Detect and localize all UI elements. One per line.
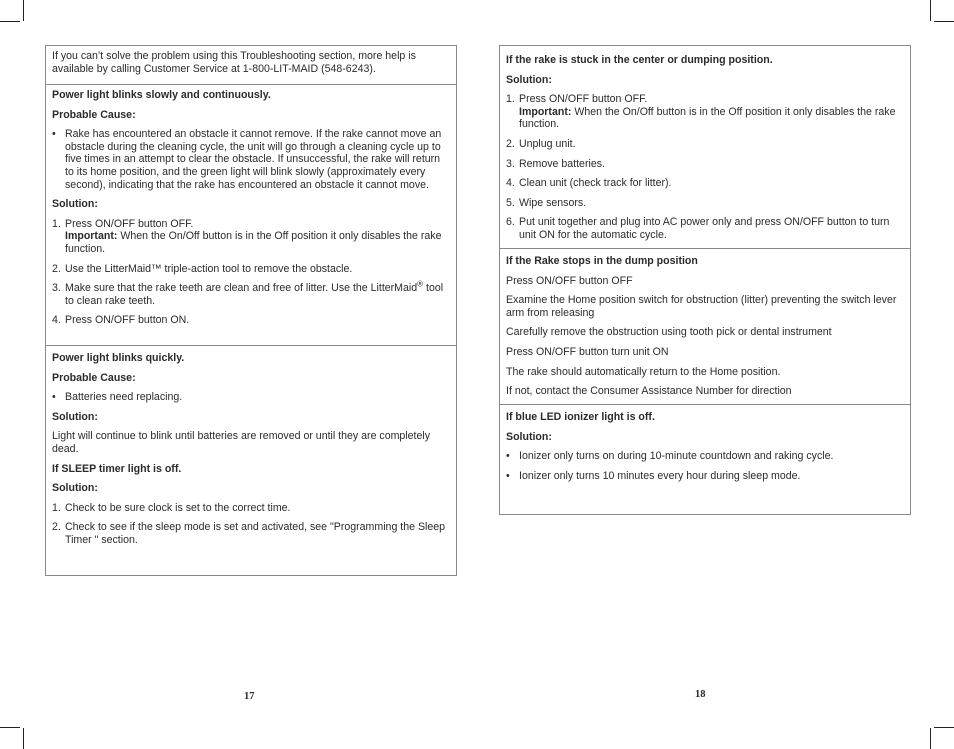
ionizer-section [500, 405, 910, 482]
rake-stuck-section [500, 46, 910, 249]
cause-bullet [52, 128, 450, 191]
left-troubleshooting-panel [45, 45, 457, 576]
step-number: 3. [52, 282, 61, 295]
bullet-marker: • [52, 128, 56, 141]
crop-mark [0, 727, 20, 728]
registered-mark: ® [417, 279, 424, 289]
solution-label: Solution: [52, 198, 98, 211]
step-text: Remove batteries. [519, 157, 605, 170]
solution-step [52, 502, 450, 515]
step-text: Check to be sure clock is set to the correct time. [65, 501, 291, 514]
step-text: Use the LitterMaid™ triple-action tool to remove the obstacle. [65, 262, 353, 275]
bullet-text: Ionizer only turns 10 minutes every hour during sleep mode. [519, 469, 801, 482]
cause-label: Probable Cause: [52, 371, 136, 384]
crop-mark [0, 21, 20, 22]
solution-step [52, 263, 450, 276]
solution-step [506, 158, 904, 171]
step-text: Put unit together and plug into AC power only and press ON/OFF button to turn unit ON for the automatic cycle. [519, 216, 890, 241]
bullet-marker: • [506, 469, 510, 482]
page-number: 18 [695, 689, 706, 700]
step-text: Unplug unit. [519, 137, 576, 150]
blink-quick-section [46, 346, 456, 547]
dump-position-section [500, 249, 910, 405]
step-text: Clean unit (check track for litter). [519, 177, 672, 190]
blink-slow-section [46, 85, 456, 346]
solution-step [506, 138, 904, 151]
crop-mark [934, 21, 954, 22]
solution-step [506, 177, 904, 190]
cause-label: Probable Cause: [52, 108, 136, 121]
step-text: Press ON/OFF button ON. [65, 314, 190, 327]
solution-text: Light will continue to blink until batteries are removed or until they are completely dead. [52, 430, 431, 455]
cause-text: Batteries need replacing. [65, 391, 183, 404]
page-number: 17 [244, 691, 255, 702]
step-number: 2. [52, 521, 61, 534]
crop-mark [930, 0, 931, 21]
solution-step [52, 314, 450, 327]
intro-section [46, 46, 456, 85]
bullet-text: Ionizer only turns on during 10-minute countdown and raking cycle. [519, 450, 834, 463]
step-number: 1. [52, 501, 61, 514]
right-troubleshooting-panel [499, 45, 911, 515]
step-number: 5. [506, 196, 515, 209]
step-number: 4. [52, 314, 61, 327]
section-title: If SLEEP timer light is off. [52, 462, 182, 475]
bullet-marker: • [52, 391, 56, 404]
solution-step [506, 197, 904, 210]
bullet-marker: • [506, 450, 510, 463]
section-title: Power light blinks quickly. [52, 352, 185, 364]
solution-step [52, 279, 450, 307]
step-number: 1. [506, 93, 515, 106]
instruction-line: Press ON/OFF button turn unit ON [506, 345, 669, 358]
solution-label: Solution: [506, 73, 552, 86]
step-number: 1. [52, 217, 61, 230]
step-number: 6. [506, 216, 515, 229]
important-text: When the On/Off button is in the Off position it only disables the rake function. [519, 105, 896, 131]
intro-text: If you can’t solve the problem using this Troubleshooting section, more help is available by calling Customer Service at 1-800-LIT-MAID (548-6243). [52, 50, 416, 75]
step-text: Press ON/OFF button OFF. [519, 93, 648, 106]
instruction-line: The rake should automatically return to the Home position. [506, 365, 781, 378]
section-title: If the Rake stops in the dump position [506, 255, 698, 267]
solution-label: Solution: [52, 482, 98, 495]
step-number: 2. [506, 137, 515, 150]
section-title: Power light blinks slowly and continuously. [52, 89, 271, 101]
solution-step [506, 216, 904, 241]
important-label: Important: [65, 230, 118, 243]
solution-step [52, 218, 450, 256]
step-text: Wipe sensors. [519, 196, 587, 209]
instruction-line: Carefully remove the obstruction using tooth pick or dental instrument [506, 326, 832, 339]
solution-bullet [506, 470, 904, 483]
solution-label: Solution: [506, 430, 552, 443]
important-label: Important: [519, 105, 572, 118]
step-text: Check to see if the sleep mode is set and activated, see "Programming the Sleep Timer " section. [65, 521, 446, 546]
step-number: 4. [506, 177, 515, 190]
instruction-line: Examine the Home position switch for obstruction (litter) preventing the switch lever arm from releasing [506, 294, 897, 319]
step-number: 2. [52, 262, 61, 275]
crop-mark [23, 0, 24, 21]
cause-bullet [52, 391, 450, 404]
instruction-line: If not, contact the Consumer Assistance Number for direction [506, 385, 792, 398]
step-number: 3. [506, 157, 515, 170]
solution-step [52, 521, 450, 546]
instruction-line: Press ON/OFF button OFF [506, 274, 633, 287]
step-text: Press ON/OFF button OFF. [65, 217, 194, 230]
solution-label: Solution: [52, 410, 98, 423]
section-title: If the rake is stuck in the center or dumping position. [506, 54, 773, 66]
step-text: tool to clean rake teeth. [65, 282, 444, 307]
important-text: When the On/Off button is in the Off position it only disables the rake function. [65, 230, 442, 255]
crop-mark [934, 727, 954, 728]
cause-text: Rake has encountered an obstacle it cannot remove. If the rake cannot move an obstacle during the cleaning cycle, the unit will go through a cleaning cycle up to five times in an attempt to clear the obstacle. If unsuccessful, the rake will return to its home position, and the green light will blink slowly (approximately every second), indicating that the rake has encountered an obstacle it cannot move. [65, 128, 442, 191]
step-text: Make sure that the rake teeth are clean and free of litter. Use the LitterMaid [65, 282, 418, 295]
solution-bullet [506, 450, 904, 463]
crop-mark [930, 728, 931, 749]
crop-mark [23, 728, 24, 749]
section-title: If blue LED ionizer light is off. [506, 411, 655, 423]
solution-step [506, 93, 904, 131]
